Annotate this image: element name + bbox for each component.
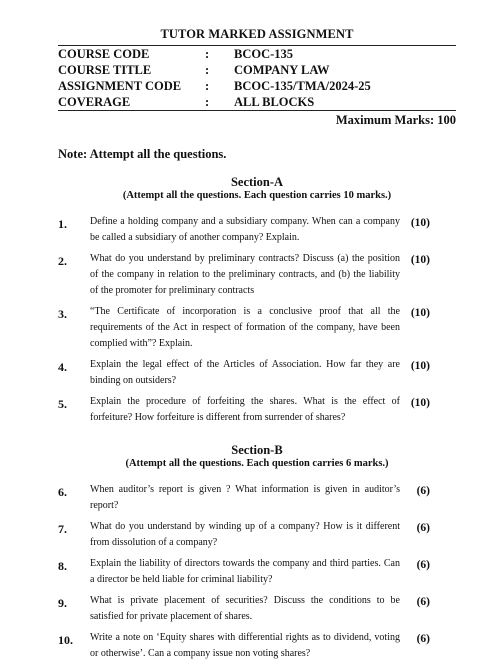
question-number: 7. [58,522,67,536]
info-colon: : [205,63,210,77]
question-marks: (6) [416,559,430,571]
question-item [58,482,456,514]
question-marks: (6) [416,522,430,534]
question-text: Explain the legal effect of the Articles of Association. How far they are binding on outsiders? [90,359,400,386]
question-marks: (6) [416,633,430,645]
question-text: Explain the procedure of forfeiting the shares. What is the effect of forfeiture? How forfeiture is different from surrender of shares? [90,396,400,423]
section-a-questions [58,214,456,426]
section-b-questions [58,482,456,662]
section-subtitle: (Attempt all the questions. Each question carries 10 marks.) [122,190,392,201]
info-row-coverage [58,94,456,110]
info-colon: : [205,79,210,93]
info-colon: : [205,95,210,109]
question-item [58,394,456,426]
question-text: What is private placement of securities? Discuss the conditions to be satisfied for private placement of shares. [90,595,400,622]
document-title: TUTOR MARKED ASSIGNMENT [160,27,354,41]
info-row-assignment-code [58,78,456,94]
question-item [58,519,456,551]
maximum-marks: Maximum Marks: 100 [335,113,456,127]
question-number: 5. [58,397,67,411]
question-text: When auditor’s report is given ? What information is given in auditor’s report? [90,484,400,511]
question-text: What do you understand by preliminary contracts? Discuss (a) the position of the company in relation to the preliminary contracts, and (b) the liability of the promoter for preliminary contracts [90,253,400,296]
info-label: COURSE CODE [58,47,150,61]
question-number: 10. [58,633,73,647]
info-row-course-title [58,62,456,78]
question-text: What do you understand by winding up of a company? How is it different from dissolution of a company? [90,521,400,548]
question-number: 6. [58,485,67,499]
question-item [58,304,456,352]
question-marks: (10) [410,397,430,409]
question-item [58,556,456,588]
question-item [58,593,456,625]
info-label: ASSIGNMENT CODE [58,79,182,93]
info-value: ALL BLOCKS [234,95,315,109]
question-number: 8. [58,559,67,573]
instruction-note: Note: Attempt all the questions. [58,147,227,161]
question-number: 9. [58,596,67,610]
info-colon: : [205,47,210,61]
question-marks: (10) [410,360,430,372]
info-value: BCOC-135 [234,47,294,61]
info-value: COMPANY LAW [234,63,330,77]
section-b-header [58,443,456,470]
question-marks: (6) [416,485,430,497]
question-marks: (6) [416,596,430,608]
section-title: Section-A [230,175,284,189]
question-item [58,357,456,389]
question-marks: (10) [410,254,430,266]
question-text: Write a note on ‘Equity shares with differential rights as to dividend, voting or otherwise’. Can a company issue non voting shares? [90,632,400,659]
info-row-course-code [58,46,456,62]
question-text: Define a holding company and a subsidiary company. When can a company be called a subsidiary of another company? Explain. [90,216,400,243]
question-number: 1. [58,217,67,231]
question-item [58,251,456,299]
question-item [58,214,456,246]
info-label: COVERAGE [58,95,131,109]
question-item [58,630,456,662]
section-title: Section-B [231,443,283,457]
info-value: BCOC-135/TMA/2024-25 [234,79,371,93]
question-number: 3. [58,307,67,321]
question-marks: (10) [410,307,430,319]
question-marks: (10) [410,217,430,229]
question-number: 4. [58,360,67,374]
question-text: Explain the liability of directors towards the company and third parties. Can a director be held liable for criminal liability? [90,558,400,585]
question-number: 2. [58,254,67,268]
section-a-header [58,175,456,202]
info-label: COURSE TITLE [58,63,152,77]
question-text: “The Certificate of incorporation is a conclusive proof that all the requirements of the Act in respect of formation of the company, have been complied with”? Explain. [90,306,400,349]
course-info-table [58,45,456,111]
section-subtitle: (Attempt all the questions. Each question carries 6 marks.) [125,458,389,469]
